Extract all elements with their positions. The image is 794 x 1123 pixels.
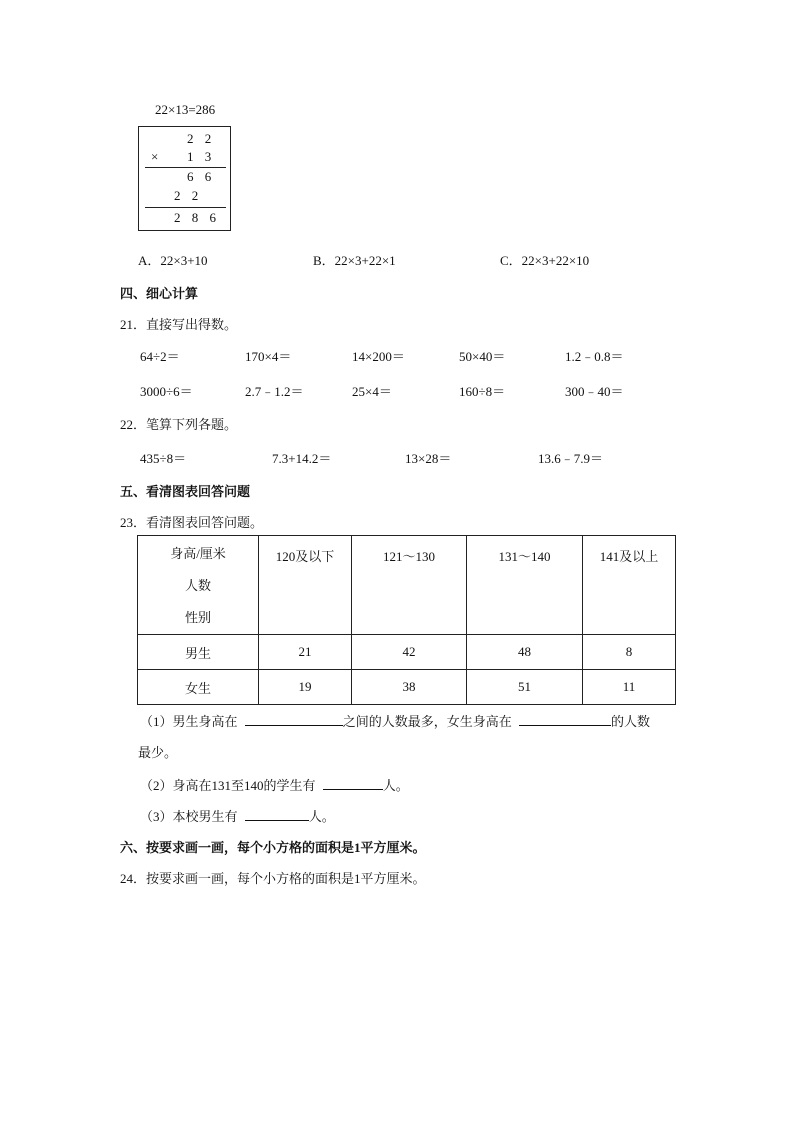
option-text: 22×3+22×1 [334,253,396,268]
sub-question-text: 之间的人数最多，女生身高在 [342,714,512,729]
table-header-cell: 121～130 [352,536,467,635]
sub-question-3 [140,806,335,825]
question-stem: 23．看清图表回答问题。 [120,515,264,530]
calc-item: 13×28＝ [405,451,452,466]
answer-blank[interactable] [245,713,343,726]
option-letter: B． [313,253,335,268]
divider-line [145,207,226,208]
calc-item: 64÷2＝ [140,349,180,364]
table-header-row [138,536,676,635]
sub-question-text: 人。 [382,778,409,793]
table-cell: 38 [352,670,467,705]
answer-blank[interactable] [519,713,611,726]
product: 2 8 6 [174,210,220,225]
row-label: 男生 [138,635,259,670]
table-header-cell: 141及以上 [583,536,676,635]
option-b[interactable] [313,250,396,269]
table-cell: 11 [583,670,676,705]
section-title: 五、看清图表回答问题 [120,484,251,499]
calc-item: 435÷8＝ [140,451,187,466]
table-cell: 51 [467,670,583,705]
sub-question-text: 人。 [308,809,335,824]
section-title: 四、细心计算 [120,286,199,301]
partial-product-1: 6 6 [187,169,216,184]
table-corner-cell [138,536,259,635]
calc-item: 1.2﹣0.8＝ [565,349,624,364]
divider-line [145,167,226,168]
partial-product-2: 2 2 [174,188,203,203]
calc-item: 7.3+14.2＝ [272,451,332,466]
calc-item: 50×40＝ [459,349,506,364]
table-header-cell: 131～140 [467,536,583,635]
multiplicand: 2 2 [187,131,216,146]
question-stem: 21．直接写出得数。 [120,317,238,332]
answer-blank[interactable] [323,777,383,790]
calc-item: 160÷8＝ [459,384,506,399]
calc-item: 13.6﹣7.9＝ [538,451,604,466]
sub-question-2 [140,775,409,794]
table-cell: 21 [259,635,352,670]
corner-label-gender: 性别 [184,610,211,625]
calc-item: 300﹣40＝ [565,384,624,399]
section-title: 六、按要求画一画，每个小方格的面积是1平方厘米。 [120,840,426,855]
row-label: 女生 [138,670,259,705]
sub-question-text: （1）男生身高在 [140,714,238,729]
sub-question-text: （2）身高在131至140的学生有 [140,778,316,793]
option-letter: A． [138,253,161,268]
option-a[interactable] [138,250,208,269]
corner-label-count: 人数 [184,578,211,593]
sub-question-1-cont: 最少。 [138,745,178,760]
calc-item: 14×200＝ [352,349,405,364]
sub-question-1 [140,711,650,730]
answer-blank[interactable] [245,808,309,821]
calc-item: 2.7﹣1.2＝ [245,384,304,399]
option-c[interactable] [500,250,589,269]
option-text: 22×3+10 [160,253,208,268]
times-sign: × [151,149,163,164]
multiplier: 1 3 [187,149,216,164]
table-cell: 42 [352,635,467,670]
question-stem: 24．按要求画一画，每个小方格的面积是1平方厘米。 [120,871,426,886]
vertical-multiplication-box [138,126,231,231]
table-row [138,670,676,705]
equation-text: 22×13=286 [155,102,216,117]
sub-question-text: 的人数 [611,714,651,729]
sub-question-text: （3）本校男生有 [140,809,238,824]
table-header-cell: 120及以下 [259,536,352,635]
table-cell: 8 [583,635,676,670]
calc-item: 3000÷6＝ [140,384,193,399]
height-table [137,535,676,705]
question-stem: 22．笔算下列各题。 [120,417,238,432]
calc-item: 25×4＝ [352,384,392,399]
option-text: 22×3+22×10 [521,253,590,268]
table-cell: 48 [467,635,583,670]
table-cell: 19 [259,670,352,705]
option-letter: C． [500,253,522,268]
table-row [138,635,676,670]
calc-item: 170×4＝ [245,349,292,364]
corner-label-height: 身高/厘米 [170,546,226,561]
